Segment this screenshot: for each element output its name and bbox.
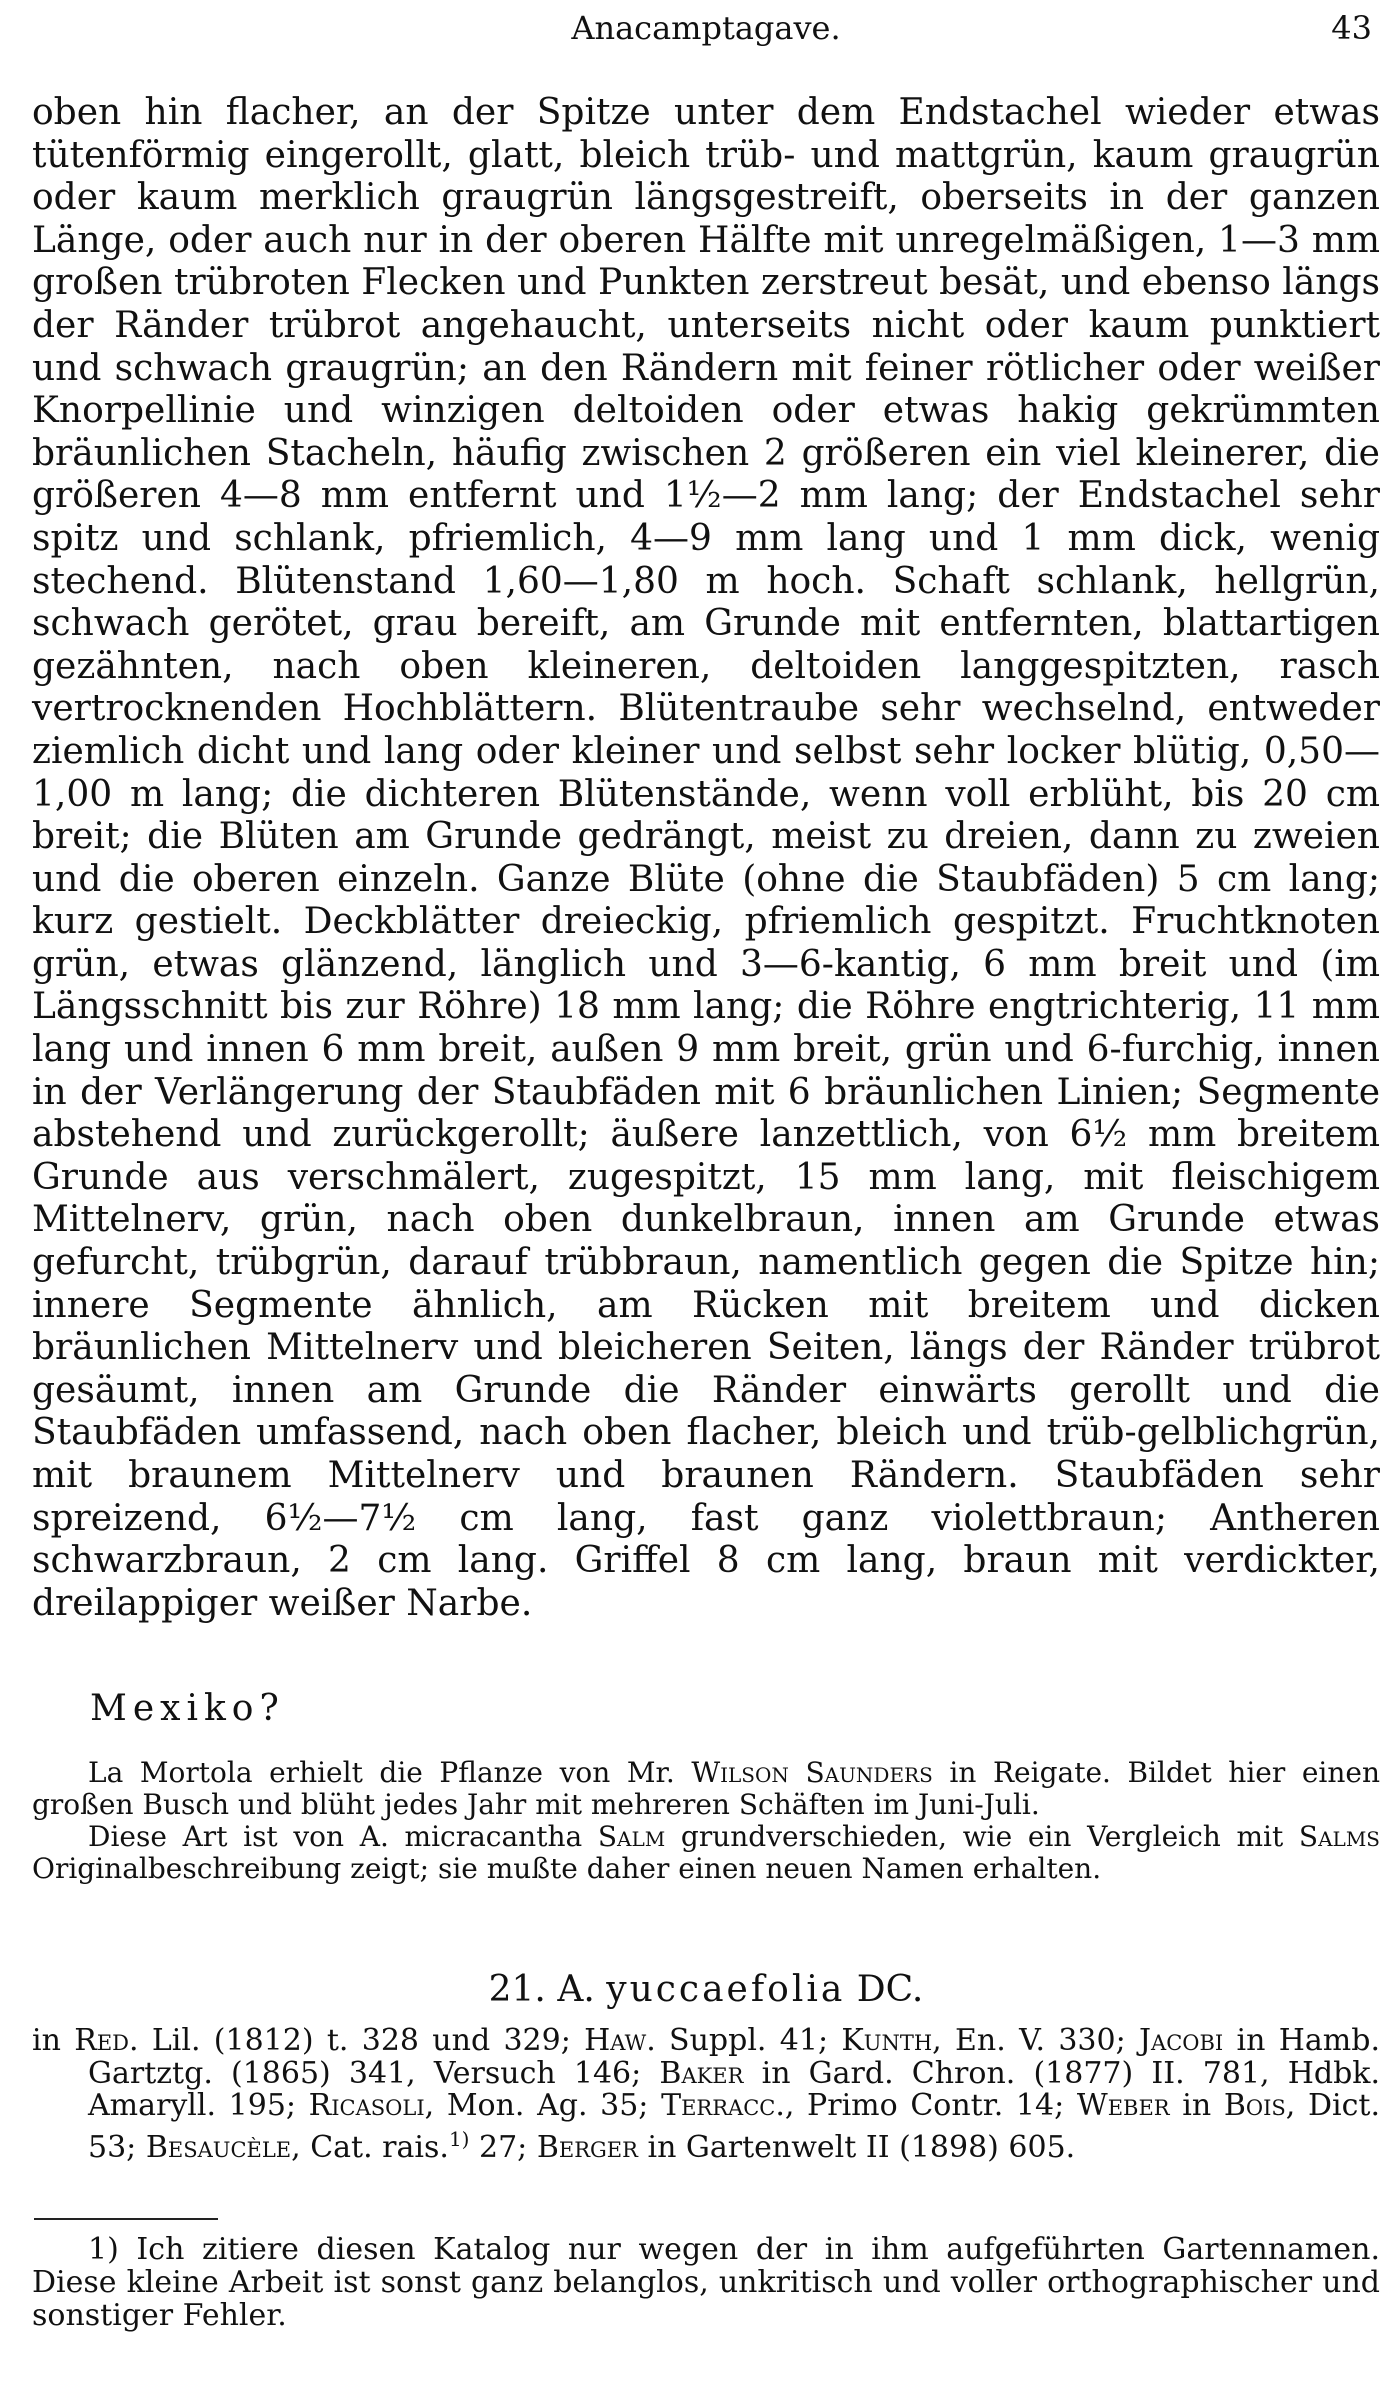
footnote-divider <box>34 2218 218 2220</box>
species-genus: A. <box>557 1969 595 2010</box>
running-title: Anacamptagave. <box>571 9 841 47</box>
species-number: 21. <box>488 1969 546 2010</box>
footnote <box>32 2233 1380 2332</box>
literature-references <box>32 2025 1380 2164</box>
person-name: Wilson Saunders <box>691 1756 933 1789</box>
running-head <box>32 4 1380 52</box>
species-epithet: yuccaefolia <box>606 1969 846 2010</box>
locality: Mexiko? <box>90 1688 285 1729</box>
book-page <box>32 0 1380 2395</box>
footnote-text: 1) Ich zitiere diesen Katalog nur wegen der in ihm aufgeführten Gartennamen. Diese kleine Arbeit ist sonst ganz belanglos, unkritisch und voller orthographischer und sonstiger Fehler. <box>32 2232 1380 2333</box>
author-name: Salm <box>597 1820 666 1853</box>
note-paragraph-origin: La Mortola erhielt die Pflanze von Mr. Wilson Saunders in Reigate. Bildet hier einen großen Busch und blüht jedes Jahr mit mehreren Schäften im Juni-Juli. <box>32 1756 1380 1821</box>
note-paragraph-comparison: Diese Art ist von A. micracantha Salm grundverschieden, wie ein Vergleich mit Salms Originalbeschreibung zeigt; sie mußte daher einen neuen Namen erhalten. <box>32 1820 1381 1885</box>
cultivation-notes <box>32 1757 1380 1885</box>
author-name: Salms <box>1298 1820 1381 1853</box>
species-description <box>32 92 1380 1625</box>
species-author: DC. <box>856 1969 924 2010</box>
footnote-marker: 1) <box>448 2126 470 2151</box>
reference-paragraph: in Red. Lil. (1812) t. 328 und 329; Haw. Suppl. 41; Kunth, En. V. 330; Jacobi in Hamb. Gartztg. (1865) 341, Versuch 146; Baker in Gard. Chron. (1877) II. 781, Hdbk. Amaryll. 195; Ricasoli, Mon. Ag. 35; Terracc., Primo Contr. 14; Weber in Bois, Dict. 53; Besaucèle, Cat. rais.$^{1)}$ 27; Berger in Gartenwelt II (1898) 605. <box>32 2023 1381 2165</box>
description-paragraph: oben hin flacher, an der Spitze unter dem Endstachel wieder etwas tütenförmig eingerollt, glatt, bleich trüb- und mattgrün, kaum graugrün oder kaum merklich graugrün längsgestreift, oberseits in der ganzen Länge, oder auch nur in der oberen Hälfte mit unregelmäßigen, 1—3 mm großen trübroten Flecken und Punkten zerstreut besät, und ebenso längs der Ränder trübrot angehaucht, unterseits nicht oder kaum punktiert und schwach graugrün; an den Rändern mit feiner rötlicher oder weißer Knorpellinie und winzigen deltoiden oder etwas hakig gekrümmten bräunlichen Stacheln, häufig zwischen 2 größeren ein viel kleinerer, die größeren 4—8 mm entfernt und 1½—2 mm lang; der Endstachel sehr spitz und schlank, pfriemlich, 4—9 mm lang und 1 mm dick, wenig stechend. Blütenstand 1,60—1,80 m hoch. Schaft schlank, hellgrün, schwach gerötet, grau bereift, am Grunde mit entfernten, blattartigen gezähnten, nach oben kleineren, deltoiden langgespitzten, rasch vertrocknenden Hochblättern. Blütentraube sehr wechselnd, entweder ziemlich dicht und lang oder kleiner und selbst sehr locker blütig, 0,50—1,00 m lang; die dichteren Blütenstände, wenn voll erblüht, bis 20 cm breit; die Blüten am Grunde gedrängt, meist zu dreien, dann zu zweien und die oberen einzeln. Ganze Blüte (ohne die Staubfäden) 5 cm lang; kurz gestielt. Deckblätter dreieckig, pfriemlich gespitzt. Fruchtknoten grün, etwas glänzend, länglich und 3—6-kantig, 6 mm breit und (im Längsschnitt bis zur Röhre) 18 mm lang; die Röhre engtrichterig, 11 mm lang und innen 6 mm breit, außen 9 mm breit, grün und 6-furchig, innen in der Verlängerung der Staubfäden mit 6 bräunlichen Linien; Segmente abstehend und zurückgerollt; äußere lanzettlich, von 6½ mm breitem Grunde aus verschmälert, zugespitzt, 15 mm lang, mit fleischigem Mittelnerv, grün, nach oben dunkelbraun, innen am Grunde etwas gefurcht, trübgrün, darauf trübbraun, namentlich gegen die Spitze hin; innere Segmente ähnlich, am Rücken mit breitem und dicken bräunlichen Mittelnerv und bleicheren Seiten, längs der Ränder trübrot gesäumt, innen am Grunde die Ränder einwärts gerollt und die Staubfäden umfassend, nach oben flacher, bleich und trüb-gelblichgrün, mit braunem Mittelnerv und braunen Rändern. Staubfäden sehr spreizend, 6½—7½ cm lang, fast ganz violettbraun; Antheren schwarzbraun, 2 cm lang. Griffel 8 cm lang, braun mit verdickter, dreilappiger weißer Narbe. <box>32 92 1380 1624</box>
species-heading <box>32 1965 1380 2015</box>
page-number: 43 <box>1331 9 1372 47</box>
